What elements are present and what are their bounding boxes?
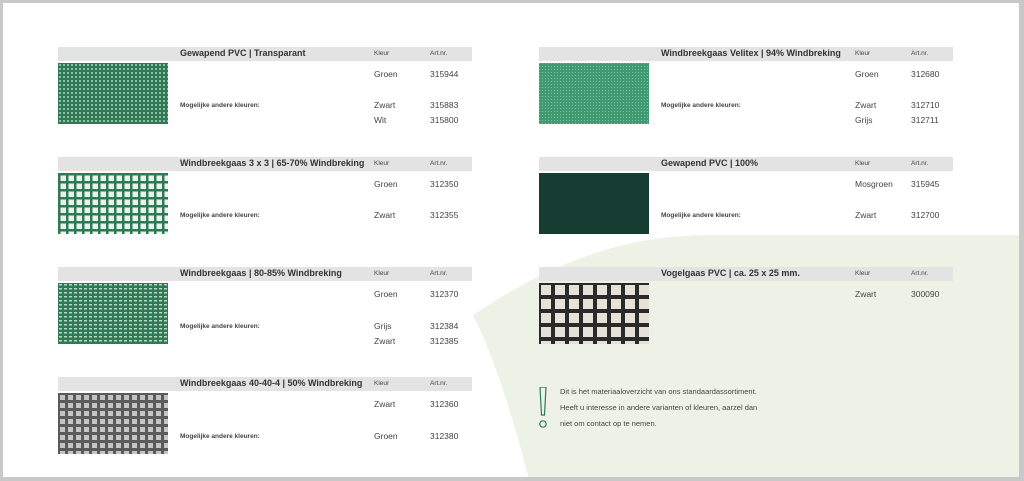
column-color-label: Kleur [855, 270, 871, 277]
column-article-label: Art.nr. [911, 160, 929, 167]
other-color-row [374, 321, 474, 333]
product-title: Windbreekgaas 40-40-4 | 50% Windbreking [180, 378, 363, 388]
product-windbreekgaas-40-40-4 [58, 377, 472, 477]
article-number: 312700 [911, 210, 940, 220]
swatch-solid-dark-green [539, 173, 649, 234]
product-title: Gewapend PVC | 100% [661, 158, 759, 168]
other-color-row [374, 210, 474, 222]
column-color-label: Kleur [374, 380, 390, 387]
column-color-label: Kleur [374, 160, 390, 167]
main-color-row [374, 69, 474, 81]
main-color-row [855, 69, 955, 81]
column-color-label: Kleur [374, 270, 390, 277]
product-swatch [58, 393, 168, 454]
color-name: Zwart [855, 289, 877, 299]
other-colors-label: Mogelijke andere kleuren: [180, 212, 260, 219]
swatch-fine-mesh-green [58, 63, 168, 124]
swatch-grey-mesh [58, 393, 168, 454]
note-line: Heeft u interesse in andere varianten of kleuren, aarzel dan [560, 403, 758, 412]
article-number: 312355 [430, 210, 459, 220]
product-header [58, 47, 472, 61]
article-number: 312370 [430, 289, 459, 299]
article-number: 312384 [430, 321, 459, 331]
product-swatch [58, 63, 168, 124]
note-line: Dit is het materiaaloverzicht van ons standaardassortiment. [560, 387, 757, 396]
product-title: Gewapend PVC | Transparant [180, 48, 306, 58]
product-title: Windbreekgaas | 80-85% Windbreking [180, 268, 342, 278]
article-number: 312711 [911, 115, 939, 125]
column-article-label: Art.nr. [911, 50, 929, 57]
other-colors-label: Mogelijke andere kleuren: [661, 212, 741, 219]
product-header [539, 157, 953, 171]
catalog-page [3, 3, 1019, 477]
product-windbreekgaas-3x3 [58, 157, 472, 257]
article-number: 312360 [430, 399, 459, 409]
column-article-label: Art.nr. [430, 270, 448, 277]
column-article-label: Art.nr. [911, 270, 929, 277]
column-color-label: Kleur [855, 160, 871, 167]
color-name: Zwart [374, 399, 396, 409]
main-color-row [855, 289, 955, 301]
other-colors-label: Mogelijke andere kleuren: [180, 102, 260, 109]
product-gewapend-pvc-100 [539, 157, 953, 257]
product-title: Vogelgaas PVC | ca. 25 x 25 mm. [661, 268, 800, 278]
main-color-row [374, 289, 474, 301]
article-number: 315883 [430, 100, 459, 110]
column-article-label: Art.nr. [430, 50, 448, 57]
article-number: 312380 [430, 431, 459, 441]
product-windbreekgaas-velitex [539, 47, 953, 147]
product-swatch [539, 173, 649, 234]
product-swatch [58, 173, 168, 234]
swatch-bird-mesh-black [539, 283, 649, 344]
product-header [539, 267, 953, 281]
article-number: 312385 [430, 336, 459, 346]
other-color-row [374, 336, 474, 348]
color-name: Wit [374, 115, 387, 125]
swatch-dense-mesh-green [58, 283, 168, 344]
main-color-row [374, 399, 474, 411]
column-color-label: Kleur [374, 50, 390, 57]
product-header [539, 47, 953, 61]
other-color-row [855, 115, 955, 127]
product-swatch [58, 283, 168, 344]
exclamation-icon [538, 387, 548, 429]
article-number: 315944 [430, 69, 459, 79]
color-name: Groen [374, 289, 398, 299]
color-name: Groen [374, 179, 398, 189]
product-header [58, 377, 472, 391]
color-name: Zwart [374, 100, 396, 110]
color-name: Zwart [855, 210, 877, 220]
article-number: 315800 [430, 115, 459, 125]
main-color-row [374, 179, 474, 191]
assortment-note [538, 383, 838, 433]
other-colors-label: Mogelijke andere kleuren: [661, 102, 741, 109]
swatch-woven-green [539, 63, 649, 124]
color-name: Groen [374, 69, 398, 79]
column-article-label: Art.nr. [430, 160, 448, 167]
article-number: 300090 [911, 289, 940, 299]
color-name: Zwart [374, 210, 396, 220]
product-gewapend-pvc-transparant [58, 47, 472, 147]
swatch-square-mesh-green [58, 173, 168, 234]
other-colors-label: Mogelijke andere kleuren: [180, 433, 260, 440]
color-name: Groen [855, 69, 879, 79]
other-color-row [374, 115, 474, 127]
column-article-label: Art.nr. [430, 380, 448, 387]
color-name: Groen [374, 431, 398, 441]
other-colors-label: Mogelijke andere kleuren: [180, 323, 260, 330]
main-color-row [855, 179, 955, 191]
product-title: Windbreekgaas Velitex | 94% Windbreking [661, 48, 841, 58]
product-swatch [539, 283, 649, 344]
product-title: Windbreekgaas 3 x 3 | 65-70% Windbreking [180, 158, 365, 168]
article-number: 312710 [911, 100, 940, 110]
color-name: Grijs [855, 115, 873, 125]
color-name: Zwart [374, 336, 396, 346]
color-name: Zwart [855, 100, 877, 110]
product-windbreekgaas-80-85 [58, 267, 472, 367]
column-color-label: Kleur [855, 50, 871, 57]
article-number: 315945 [911, 179, 940, 189]
product-vogelgaas-pvc [539, 267, 953, 367]
other-color-row [374, 431, 474, 443]
article-number: 312350 [430, 179, 459, 189]
color-name: Grijs [374, 321, 392, 331]
other-color-row [855, 100, 955, 112]
product-header [58, 267, 472, 281]
note-line: niet om contact op te nemen. [560, 419, 657, 428]
product-header [58, 157, 472, 171]
other-color-row [855, 210, 955, 222]
article-number: 312680 [911, 69, 940, 79]
other-color-row [374, 100, 474, 112]
color-name: Mosgroen [855, 179, 893, 189]
product-swatch [539, 63, 649, 124]
